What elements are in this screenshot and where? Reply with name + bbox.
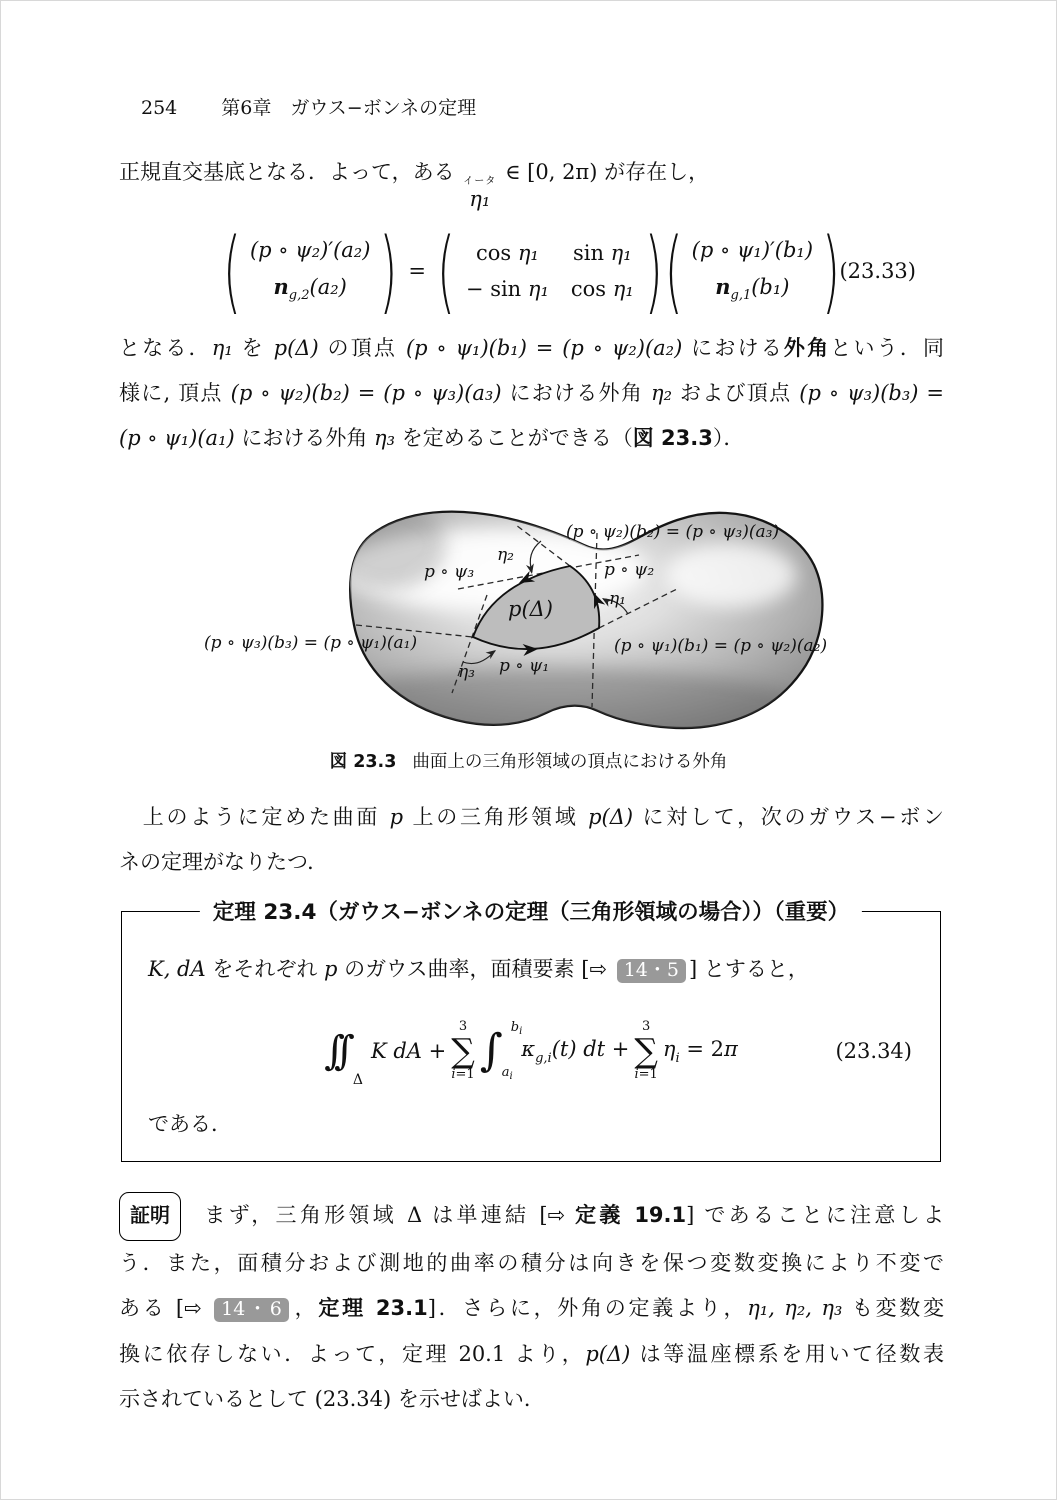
paragraph2-line1: 上のように定めた曲面 p 上の三角形領域 p(Δ) に対して，次のガウス−ボン (119, 805, 944, 829)
page-number: 254 (141, 97, 178, 119)
furigana: イータ (463, 176, 497, 187)
equation-23-34: ∫∫Δ K dA + 3 ∑ i=1 ∫ $b_i$ $a_i$ $\kappa_{g,i}(t)$ dt + 3 ∑ i=1 $\eta_i = 2\pi$ (23.34) (324, 1019, 912, 1088)
right-paren: ) (644, 218, 663, 324)
equation-23-33 (119, 220, 944, 322)
label-vertex-top: (p ∘ ψ₂)(b₂) = (p ∘ ψ₃)(a₃) (566, 522, 780, 542)
proof-line4: 換に依存しない．よって，定理 20.1 より，p(Δ) は等温座標系を用いて径数表 (119, 1342, 944, 1366)
proof-label: 証明 (119, 1192, 181, 1241)
proof-line2: う．また，面積分および測地的曲率の積分は向きを保つ変数変換により不変で (119, 1251, 944, 1275)
proof-line1: 証明 まず，三角形領域 Δ は単連結 [⇨ 定義 19.1] であることに注意しよ (119, 1192, 944, 1241)
label-vertex-left: (p ∘ ψ₃)(b₃) = (p ∘ ψ₁)(a₁) (204, 633, 418, 653)
label-vertex-right: (p ∘ ψ₁)(b₁) = (p ∘ ψ₂)(a₂) (614, 636, 828, 656)
rotation-matrix: cos η₁ sin η₁ − sin η₁ cos η₁ (465, 241, 634, 301)
integral: ∫ (479, 1025, 503, 1076)
surface-figure (196, 475, 896, 740)
right-paren: ) (822, 218, 840, 324)
theorem-title: 定理 23.4（ガウス−ボンネの定理（三角形領域の場合））（重要） (200, 895, 862, 926)
label-eta3: η₃ (458, 662, 475, 682)
label-psi1: p ∘ ψ₁ (499, 656, 550, 676)
running-head (141, 1, 1056, 120)
proof-line5: 示されているとして (23.34) を示せばよい． (119, 1387, 545, 1411)
label-eta2: η₂ (497, 545, 514, 565)
equation-number: (23.33) (839, 259, 916, 283)
theorem-body: K, dA をそれぞれ p のガウス曲率，面積要素 [⇨ 14・5 ] とすると， (148, 957, 809, 981)
label-eta1: η₁ (609, 589, 626, 609)
proof-line3: ある [⇨ 14・6 ，定理 23.1]．さらに，外角の定義より，η₁, η₂, η₃ も変数変 (119, 1296, 945, 1320)
paragraph1-line2: 様に, 頂点 (p ∘ ψ₂)(b₂) = (p ∘ ψ₃)(a₃) における外角 η₂ および頂点 (p ∘ ψ₃)(b₃) = (119, 381, 944, 405)
chapter-title: 第6章 ガウス−ボンネの定理 (221, 97, 477, 119)
paragraph1-line3: (p ∘ ψ₁)(a₁) における外角 η₃ を定めることができる（図 23.3）． (119, 426, 745, 450)
paragraph2-line2: ネの定理がなりたつ． (119, 850, 329, 874)
label-psi2: p ∘ ψ₂ (604, 560, 655, 580)
proof-section (1, 1192, 1056, 1422)
label-region: p(Δ) (508, 597, 553, 621)
left-paren: ( (223, 218, 241, 324)
double-integral: ∫∫ (324, 1028, 344, 1074)
equation-number: (23.34) (835, 1039, 912, 1063)
label-psi3: p ∘ ψ₃ (424, 562, 475, 582)
theorem-box (121, 900, 941, 1162)
figure-caption-text: 曲面上の三角形領域の頂点における外角 (412, 752, 728, 772)
paragraph1-line1: となる．η₁ を p(Δ) の頂点 (p ∘ ψ₁)(b₁) = (p ∘ ψ₂)(a₂) における外角という．同 (119, 336, 945, 360)
intro-range: ∈ [0, 2π) (498, 160, 605, 184)
sum-1: 3 ∑ i=1 (451, 1019, 475, 1083)
right-paren: ) (379, 218, 398, 324)
eta-with-furigana (463, 177, 496, 210)
sum-2: 3 ∑ i=1 (634, 1019, 658, 1083)
theorem-outro: である． (148, 1112, 232, 1136)
intro-text2: が存在し， (604, 160, 710, 184)
figure-caption (1, 748, 1056, 773)
lhs-vector: (p ∘ ψ₂)′(a₂) $n_{g,2}(a_2)$ (249, 238, 371, 304)
rhs-vector: (p ∘ ψ₁)′(b₁) $n_{g,1}(b_1)$ (691, 238, 814, 304)
intro-text1: 正規直交基底となる．よって，ある (119, 160, 462, 184)
eta-symbol: η₁ (469, 187, 491, 211)
intro-sentence (119, 150, 944, 210)
equals-sign: = (408, 259, 426, 283)
figure-23-3 (196, 475, 896, 744)
left-paren: ( (664, 218, 683, 324)
left-paren: ( (436, 218, 455, 324)
figure-caption-label: 図 23.3 (329, 752, 397, 772)
